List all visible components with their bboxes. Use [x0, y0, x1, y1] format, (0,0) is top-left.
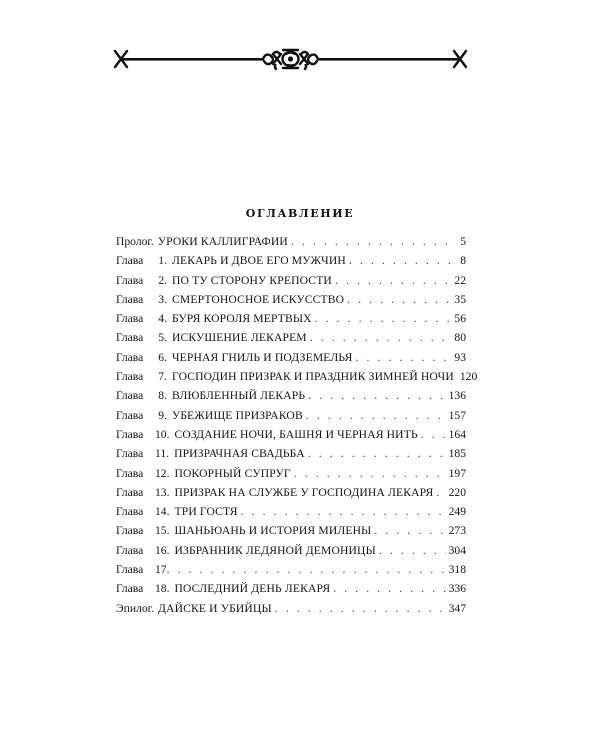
- toc-entry-page: 304: [448, 543, 466, 557]
- toc-entry-label: Глава: [116, 389, 144, 403]
- toc-entry-title: СОЗДАНИЕ НОЧИ, БАШНЯ И ЧЕРНАЯ НИТЬ: [174, 427, 418, 441]
- toc-leader-dots: [291, 232, 457, 251]
- toc-entry: [116, 406, 466, 425]
- toc-entry-label: Пролог.: [116, 235, 154, 248]
- toc-entry-page: 8: [460, 254, 466, 268]
- toc-entry-title: ШАНЬЮАНЬ И ИСТОРИЯ МИЛЕНЫ: [174, 524, 372, 538]
- toc-entry: [116, 328, 466, 347]
- toc-entry-title: ДАЙСКЕ И УБИЙЦЫ: [158, 601, 272, 615]
- toc-leader-dots: [349, 251, 457, 270]
- decorative-divider-icon: [113, 44, 468, 74]
- toc-leader-dots: [308, 444, 446, 463]
- toc-entry-label: Глава: [116, 370, 144, 384]
- toc-entry-page: 336: [448, 582, 466, 596]
- toc-entry: [116, 290, 466, 309]
- toc-leader-dots: [374, 521, 445, 540]
- toc-entry-number: 11.: [155, 447, 170, 461]
- toc-leader-dots: [347, 290, 451, 309]
- toc-entry-number: 15.: [155, 524, 170, 538]
- toc-entry-number: 12.: [155, 466, 170, 480]
- toc-entry: [116, 251, 466, 270]
- toc-leader-dots: [275, 599, 446, 618]
- toc-entry-title: ПОСЛЕДНИЙ ДЕНЬ ЛЕКАРЯ: [174, 582, 331, 596]
- toc-entry-title: ПРИЗРАК НА СЛУЖБЕ У ГОСПОДИНА ЛЕКАРЯ: [174, 485, 434, 499]
- toc-entry-number: 4.: [158, 312, 167, 326]
- toc-entry-label: Глава: [116, 350, 144, 364]
- toc-entry: [116, 483, 466, 502]
- toc-entry: [116, 579, 466, 598]
- toc-leader-dots: [335, 271, 451, 290]
- toc-entry: [116, 502, 466, 521]
- toc-leader-dots: [310, 328, 452, 347]
- toc-leader-dots: [241, 502, 446, 521]
- toc-entry-label: Глава: [116, 524, 144, 538]
- toc-entry-label: Глава: [116, 582, 144, 596]
- toc-entry: [116, 541, 466, 560]
- table-of-contents: [116, 232, 478, 618]
- toc-entry-page: 164: [448, 427, 466, 441]
- toc-entry-title: ИЗБРАННИК ЛЕДЯНОЙ ДЕМОНИЦЫ: [174, 543, 376, 557]
- toc-entry-page: 5: [460, 235, 466, 248]
- toc-entry: [116, 309, 466, 328]
- toc-entry-label: Глава: [116, 466, 144, 480]
- toc-entry-title: ПОКОРНЫЙ СУПРУГ: [174, 466, 291, 480]
- toc-leader-dots: [315, 309, 452, 328]
- toc-entry-label: Эпилог.: [116, 601, 154, 615]
- toc-entry-page: 80: [454, 331, 466, 345]
- toc-leader-dots: [355, 348, 451, 367]
- toc-entry-number: 9.: [158, 408, 167, 422]
- toc-entry-title: ВЛЮБЛЕННЫЙ ЛЕКАРЬ: [172, 389, 306, 403]
- toc-entry-label: Глава: [116, 505, 144, 519]
- toc-entry: [116, 386, 466, 405]
- toc-entry: [116, 599, 466, 618]
- toc-entry-number: 1.: [158, 254, 167, 268]
- toc-entry-page: 157: [448, 408, 466, 422]
- toc-entry-number: 6.: [158, 350, 167, 364]
- toc-entry-title: ПО ТУ СТОРОНУ КРЕПОСТИ: [172, 273, 332, 287]
- toc-entry-page: 220: [448, 485, 466, 499]
- toc-entry-number: 13.: [155, 485, 170, 499]
- toc-entry-page: 120: [459, 370, 478, 384]
- toc-leader-dots: [294, 464, 446, 483]
- toc-entry-page: 197: [448, 466, 466, 480]
- toc-leader-dots: [436, 483, 445, 502]
- toc-entry-label: Глава: [116, 447, 144, 461]
- toc-entry: [116, 444, 466, 463]
- toc-entry-number: 7.: [158, 370, 167, 384]
- toc-entry-title: ЧЕРНАЯ ГНИЛЬ И ПОДЗЕМЕЛЬЯ: [172, 350, 353, 364]
- toc-entry-label: Глава: [116, 254, 144, 268]
- toc-entry-title: УРОКИ КАЛЛИГРАФИИ: [157, 235, 288, 248]
- toc-entry-label: Глава: [116, 543, 144, 557]
- toc-leader-dots: [379, 541, 446, 560]
- toc-entry-label: Глава: [116, 427, 144, 441]
- toc-entry-number: 14.: [155, 505, 170, 519]
- toc-entry-title: ГОСПОДИН ПРИЗРАК И ПРАЗДНИК ЗИМНЕЙ НОЧИ: [172, 370, 454, 384]
- toc-entry-number: 18.: [155, 582, 170, 596]
- toc-leader-dots: [178, 560, 446, 579]
- toc-entry-number: 3.: [158, 292, 167, 306]
- toc-entry-page: 249: [448, 505, 466, 519]
- toc-entry: [116, 464, 466, 483]
- toc-leader-dots: [308, 386, 445, 405]
- toc-entry: [116, 521, 466, 540]
- toc-entry-label: Глава: [116, 563, 144, 577]
- toc-entry-number: 16.: [155, 543, 170, 557]
- toc-entry: [116, 425, 466, 444]
- toc-entry-page: 35: [454, 292, 466, 306]
- toc-entry-title: ИСКУШЕНИЕ ЛЕКАРЕМ: [172, 331, 307, 345]
- toc-entry-number: 2.: [158, 273, 167, 287]
- toc-entry: [116, 367, 478, 386]
- toc-entry-label: Глава: [116, 331, 144, 345]
- toc-entry-label: Глава: [116, 312, 144, 326]
- toc-entry-number: 8.: [158, 389, 167, 403]
- toc-entry-label: Глава: [116, 485, 144, 499]
- toc-leader-dots: [421, 425, 446, 444]
- toc-leader-dots: [333, 579, 445, 598]
- toc-entry-label: Глава: [116, 292, 144, 306]
- toc-entry-number: 10.: [155, 427, 170, 441]
- toc-entry-title: СМЕРТОНОСНОЕ ИСКУССТВО: [172, 292, 345, 306]
- toc-entry: [116, 348, 466, 367]
- toc-entry: [116, 271, 466, 290]
- toc-entry-label: Глава: [116, 273, 144, 287]
- toc-entry: [116, 560, 466, 579]
- toc-entry: [116, 232, 466, 251]
- toc-entry-page: 22: [454, 273, 466, 287]
- toc-entry-title: УБЕЖИЩЕ ПРИЗРАКОВ: [172, 408, 303, 422]
- toc-entry-label: Глава: [116, 408, 144, 422]
- toc-entry-page: 318: [448, 563, 466, 577]
- toc-leader-dots: [306, 406, 446, 425]
- toc-entry-page: 136: [448, 389, 466, 403]
- toc-entry-page: 273: [448, 524, 466, 538]
- toc-entry-number: 5.: [158, 331, 167, 345]
- toc-entry-title: ТРИ ГОСТЯ: [174, 505, 238, 519]
- toc-entry-page: 347: [448, 601, 466, 615]
- toc-entry-page: 56: [454, 312, 466, 326]
- toc-entry-title: БУРЯ КОРОЛЯ МЕРТВЫХ: [172, 312, 312, 326]
- toc-entry-page: 93: [454, 350, 466, 364]
- toc-entry-number: 17.: [155, 563, 170, 577]
- toc-entry-page: 185: [448, 447, 466, 461]
- table-of-contents-title: оглавление: [245, 203, 355, 221]
- toc-entry-title: ЛЕКАРЬ И ДВОЕ ЕГО МУЖЧИН: [172, 254, 346, 268]
- toc-entry-title: ПРИЗРАЧНАЯ СВАДЬБА: [174, 447, 305, 461]
